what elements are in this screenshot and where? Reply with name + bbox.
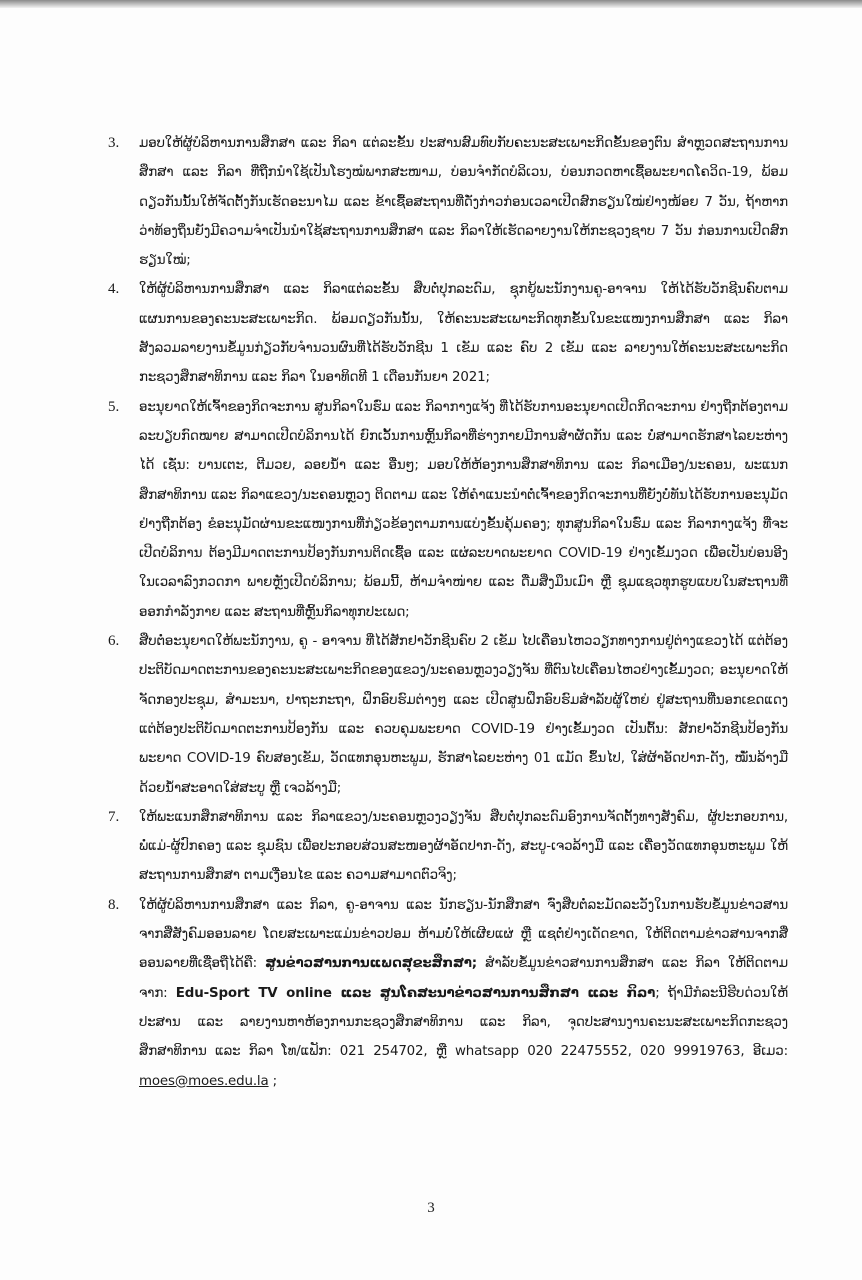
page-top-edge: [0, 0, 862, 8]
page-number: 3: [427, 1200, 435, 1216]
item-text: [139, 891, 788, 1096]
document-page: [0, 8, 862, 1280]
item-text-part: ; ຖ້າມີກໍລະນີຮີບດ່ວນໃຫ້ປະສານ ແລະ ລາຍງານຫາຫ້ອງການກະຊວງສຶກສາທິການ ແລະ ກິລາ, ຈຸດປະສານງານຄະນະສະເພາະກິດກະຊວງສຶກສາທິການ ແລະ ກິລາ ໂທ/ແຟັກ: 021 254702, ຫຼື whatsapp 020 22475552, 020 99919763, ອີເມວ:: [139, 985, 788, 1060]
document-body: [108, 129, 788, 1096]
item-text: ໃຫ້ພະແນກສຶກສາທິການ ແລະ ກິລາແຂວງ/ນະຄອນຫຼວງວຽງຈັນ ສືບຕໍ່ປຸກລະດົມອົງການຈັດຕັ້ງທາງສັງຄົມ, ຜູ້ປະກອບການ, ພໍ່ແມ່-ຜູ້ປົກຄອງ ແລະ ຊຸມຊົນ ເພື່ອປະກອບສ່ວນສະໜອງຜ້າອັດປາກ-ດັງ, ສະບູ-ເຈວລ້າງມື ແລະ ເຄື່ອງວັດແທກອຸນຫະພູມ ໃຫ້ສະຖານການສຶກສາ ຕາມເງື່ອນໄຂ ແລະ ຄວາມສາມາດຕົວຈິງ;: [139, 809, 788, 884]
item-number: 3.: [108, 135, 120, 151]
item-text-end: ;: [268, 1073, 278, 1089]
health-news-center-name: ສູນຂ່າວສານການແພດສຸຂະສຶກສາ;: [265, 956, 478, 972]
item-number: 6.: [108, 633, 120, 650]
list-item-6: [108, 627, 788, 803]
list-item-5: [108, 393, 788, 627]
list-item-4: [108, 275, 788, 392]
list-item-3: [108, 129, 788, 275]
list-item-7: [108, 803, 788, 891]
item-number: 4.: [108, 281, 120, 298]
edu-sport-source-name: Edu-Sport TV online ແລະ ສູນໂຄສະນາຂ່າວສານການສຶກສາ ແລະ ກິລາ: [175, 985, 656, 1001]
email-link[interactable]: moes@moes.edu.la: [139, 1073, 269, 1089]
item-text: ສືບຕໍ່ອະນຸຍາດໃຫ້ພະນັກງານ, ຄູ - ອາຈານ ທີ່ໄດ້ສັກຢາວັກຊີນຄົບ 2 ເຂັມ ໄປເຄື່ອນໄຫວວຽກທາງການຢູ່ຕ່າງແຂວງໄດ້ ແຕ່ຕ້ອງປະຕິບັດມາດຕະການຂອງຄະນະສະເພາະກິດຂອງແຂວງ/ນະຄອນຫຼວງວຽງຈັນ ທີ່ຕົນໄປເຄື່ອນໄຫວຢ່າງເຂັ້ມງວດ; ອະນຸຍາດໃຫ້ຈັດກອງປະຊຸມ, ສຳມະນາ, ປາຖະກະຖາ, ຝຶກອົບຮົມຕ່າງໆ ແລະ ເປີດສູນຝຶກອົບຮົມສຳລັບຜູ້ໃຫຍ່ ຢູ່ສະຖານທີ່ນອກເຂດແດງ ແຕ່ຕ້ອງປະຕິບັດມາດຕະການປ້ອງກັນ ແລະ ຄວບຄຸມພະຍາດ COVID-19 ຢ່າງເຂັ້ມງວດ ເປັນຕົ້ນ: ສັກຢາວັກຊີນປ້ອງກັນພະຍາດ COVID-19 ຄົບສອງເຂັມ, ວັດແທກອຸນຫະພູມ, ຮັກສາໄລຍະຫ່າງ 01 ແມັດ ຂຶ້ນໄປ, ໃສ່ຜ້າອັດປາກ-ດັງ, ໝັ່ນລ້າງມືດ້ວຍນ້ຳສະອາດໃສ່ສະບູ ຫຼື ເຈວລ້າງມື;: [139, 634, 788, 796]
item-number: 7.: [108, 808, 120, 825]
item-number: 8.: [108, 896, 120, 913]
item-text-part: ສຳລັບຂໍ້ມູນຂ່າວສານການສຶກສາ ແລະ ກິລາ ໃຫ້ຕິດຕາມຈາກ:: [139, 956, 788, 1001]
item-number: 5.: [108, 398, 120, 415]
item-text: ໃຫ້ຜູ້ບໍລິຫານການສຶກສາ ແລະ ກິລາແຕ່ລະຂັ້ນ ສືບຕໍ່ປຸກລະດົມ, ຊຸກຍູ້ພະນັກງານຄູ-ອາຈານ ໃຫ້ໄດ້ຮັບວັກຊີນຄົບຕາມແຜນການຂອງຄະນະສະເພາະກິດ. ພ້ອມດຽວກັນນັ້ນ, ໃຫ້ຄະນະສະເພາະກິດທຸກຂັ້ນໃນຂະແໜງການສຶກສາ ແລະ ກິລາ ສັງລວມລາຍງານຂໍ້ມູນກ່ຽວກັບຈຳນວນຜົນທີ່ໄດ້ຮັບວັກຊີນ 1 ເຂັມ ແລະ ຄົບ 2 ເຂັມ ແລະ ລາຍງານໃຫ້ຄະນະສະເພາະກິດກະຊວງສຶກສາທິການ ແລະ ກິລາ ໃນອາທິດທີ 1 ເດືອນກັນຍາ 2021;: [139, 282, 788, 386]
item-text: ອະນຸຍາດໃຫ້ເຈົ້າຂອງກິດຈະການ ສູນກິລາໃນຮົ່ມ ແລະ ກິລາກາງແຈ້ງ ທີ່ໄດ້ຮັບການອະນຸຍາດເປີດກິດຈະການ ຢ່າງຖືກຕ້ອງຕາມລະບຽບກົດໝາຍ ສາມາດເປີດບໍລິການໄດ້ ຍົກເວັ້ນການຫຼິ້ນກິລາທີ່ຮ່າງກາຍມີການສຳຜັດກັນ ແລະ ບໍ່ສາມາດຮັກສາໄລຍະຫ່າງໄດ້ ເຊັ່ນ: ບານເຕະ, ຕີມວຍ, ລອຍນ້ຳ ແລະ ອື່ນໆ; ມອບໃຫ້ຫ້ອງການສຶກສາທິການ ແລະ ກິລາເມືອງ/ນະຄອນ, ພະແນກສຶກສາທິການ ແລະ ກິລາແຂວງ/ນະຄອນຫຼວງ ຕິດຕາມ ແລະ ໃຫ້ຄຳແນະນຳຕໍ່ເຈົ້າຂອງກິດຈະການທີ່ຍັງບໍ່ທັນໄດ້ຮັບການອະນຸມັດຢ່າງຖືກຕ້ອງ ຂໍອະນຸມັດຜ່ານຂະແໜງການທີ່ກ່ຽວຂ້ອງຕາມການແບ່ງຂັ້ນຄຸ້ມຄອງ; ທຸກສູນກິລາໃນຮົ່ມ ແລະ ກິລາກາງແຈ້ງ ທີ່ຈະເປີດບໍລິການ ຕ້ອງມີມາດຕະການປ້ອງກັນການຕິດເຊື້ອ ແລະ ແຜ່ລະບາດພະຍາດ COVID-19 ຢ່າງເຂັ້ມງວດ ເພື່ອເປັນບ່ອນອີງໃນເວລາລົງກວດກາ ພາຍຫຼັງເປີດບໍລິການ; ພ້ອມນີ້, ຫ້າມຈຳໜ່າຍ ແລະ ດື່ມສິ່ງມຶນເມົາ ຫຼື ຊຸມແຊວທຸກຮູບແບບໃນສະຖານທີ່ອອກກຳລັງກາຍ ແລະ ສະຖານທີ່ຫຼິ້ນກິລາທຸກປະເພດ;: [139, 399, 788, 620]
item-text-part: ໃຫ້ຜູ້ບໍລິຫານການສຶກສາ ແລະ ກິລາ, ຄູ-ອາຈານ ແລະ ນັກຮຽນ-ນັກສຶກສາ ຈົ່ງສືບຕໍ່ລະມັດລະວັງໃນການຮັບຂໍ້ມູນຂ່າວສານຈາກສື່ສັງຄົມອອນລາຍ ໂດຍສະເພາະແມ່ນຂ່າວປອມ ຫ້າມບໍ່ໃຫ້ເຜີຍແຜ່ ຫຼື ແຊຕໍ່ຢ່າງເດັດຂາດ, ໃຫ້ຕິດຕາມຂ່າວສານຈາກສື່ອອນລາຍທີ່ເຊື່ອຖືໄດ້ຄື:: [139, 897, 788, 972]
list-item-8: [108, 891, 788, 1096]
item-text: ມອບໃຫ້ຜູ້ບໍລິຫານການສຶກສາ ແລະ ກິລາ ແຕ່ລະຂັ້ນ ປະສານສົມທົບກັບຄະນະສະເພາະກິດຂັ້ນຂອງຕົນ ສຳຫຼວດສະຖານການສຶກສາ ແລະ ກິລາ ທີ່ຖືກນຳໃຊ້ເປັນໂຮງໝໍພາກສະໜາມ, ບ່ອນຈຳກັດບໍລິເວນ, ບ່ອນກວດຫາເຊື້ອພະຍາດໂຄວິດ-19, ພ້ອມດຽວກັນນັ້ນໃຫ້ຈັດຕັ້ງກັນເຮັດອະນາໄມ ແລະ ຂ້າເຊື້ອສະຖານທີ່ດັ່ງກ່າວກ່ອນເວລາເປີດສົກຮຽນໃໝ່ຢ່າງໜ້ອຍ 7 ວັນ, ຖ້າຫາກວ່າທ້ອງຖິ່ນຍັງມີຄວາມຈຳເປັນນຳໃຊ້ສະຖານການສຶກສາ ແລະ ກິລາໃຫ້ເຮັດລາຍງານໃຫ້ກະຊວງຊາບ 7 ວັນ ກ່ອນການເປີດສົກຮຽນໃໝ່;: [139, 136, 788, 269]
